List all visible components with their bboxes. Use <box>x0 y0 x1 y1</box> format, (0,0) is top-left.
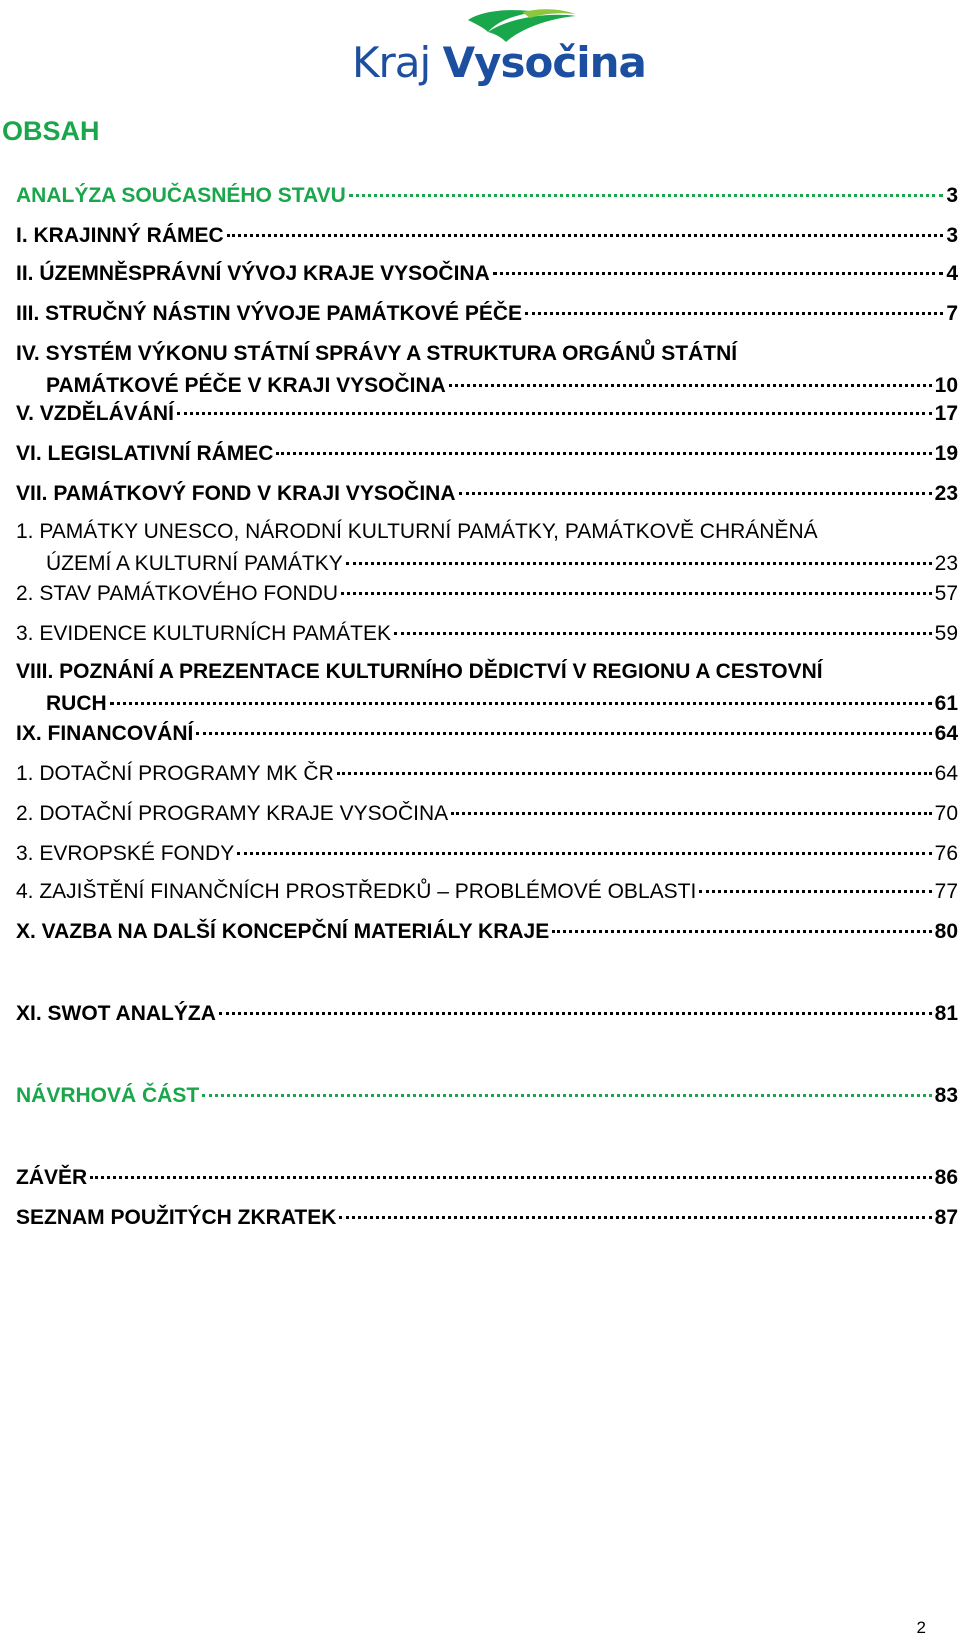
toc-entry-page: 80 <box>934 920 958 943</box>
toc-entry[interactable] <box>16 1164 958 1192</box>
toc-title: OBSAH <box>2 116 100 146</box>
toc-entry-page: 81 <box>934 1002 958 1025</box>
toc-entry[interactable] <box>16 658 958 718</box>
toc-entry[interactable] <box>16 580 958 608</box>
toc-entry[interactable] <box>16 340 958 400</box>
toc-entry[interactable] <box>16 182 958 210</box>
toc-entry-label-cont: ÚZEMÍ A KULTURNÍ PAMÁTKY <box>46 552 343 575</box>
toc-entry-page: 23 <box>934 552 958 575</box>
toc-entry-label: IV. SYSTÉM VÝKONU STÁTNÍ SPRÁVY A STRUKTURA ORGÁNŮ STÁTNÍ <box>16 342 738 365</box>
toc-entry[interactable] <box>16 878 958 906</box>
toc-entry[interactable] <box>16 400 958 428</box>
toc-entry-label: VII. PAMÁTKOVÝ FOND V KRAJI VYSOČINA <box>16 482 456 505</box>
toc-entry-label: I. KRAJINNÝ RÁMEC <box>16 224 224 247</box>
page-number: 2 <box>916 1618 926 1637</box>
toc-entry-label: 2. DOTAČNÍ PROGRAMY KRAJE VYSOČINA <box>16 802 449 825</box>
toc-entry[interactable] <box>16 1082 958 1110</box>
toc-entry[interactable] <box>16 480 958 508</box>
toc-entry[interactable] <box>16 1000 958 1028</box>
toc-entry-label: VIII. POZNÁNÍ A PREZENTACE KULTURNÍHO DĚDICTVÍ V REGIONU A CESTOVNÍ <box>16 660 823 683</box>
toc-entry-label: XI. SWOT ANALÝZA <box>16 1002 216 1025</box>
toc-entry-label: NÁVRHOVÁ ČÁST <box>16 1084 200 1107</box>
toc-entry-label: 2. STAV PAMÁTKOVÉHO FONDU <box>16 582 339 605</box>
toc-entry-page: 3 <box>946 184 958 207</box>
toc-entry-label: X. VAZBA NA DALŠÍ KONCEPČNÍ MATERIÁLY KRAJE <box>16 920 550 943</box>
toc-entry-page: 7 <box>946 302 958 325</box>
toc-entry-page: 77 <box>934 880 958 903</box>
toc-entry-page: 59 <box>934 622 958 645</box>
toc-entry-page: 76 <box>934 842 958 865</box>
toc-entry-label-cont: PAMÁTKOVÉ PÉČE V KRAJI VYSOČINA <box>46 374 446 397</box>
toc-entry-page: 23 <box>934 482 958 505</box>
toc-entry[interactable] <box>16 260 958 288</box>
toc-entry-page: 70 <box>934 802 958 825</box>
toc-entry-page: 17 <box>934 402 958 425</box>
toc-entry-page: 61 <box>934 692 958 715</box>
toc-entry[interactable] <box>16 760 958 788</box>
toc-entry-label: III. STRUČNÝ NÁSTIN VÝVOJE PAMÁTKOVÉ PÉČE <box>16 302 523 325</box>
toc-entry-page: 4 <box>946 262 958 285</box>
toc-entry[interactable] <box>16 918 958 946</box>
toc-entry-page: 10 <box>934 374 958 397</box>
toc-entry[interactable] <box>16 840 958 868</box>
toc-entry[interactable] <box>16 518 958 578</box>
toc-entry-label: IX. FINANCOVÁNÍ <box>16 722 194 745</box>
toc-entry[interactable] <box>16 222 958 250</box>
toc-entry-label: 1. DOTAČNÍ PROGRAMY MK ČR <box>16 762 334 785</box>
toc-entry-page: 87 <box>934 1206 958 1229</box>
toc-entry[interactable] <box>16 800 958 828</box>
toc-entry-page: 3 <box>946 224 958 247</box>
toc-entry-page: 64 <box>934 762 958 785</box>
toc-entry-label: ANALÝZA SOUČASNÉHO STAVU <box>16 184 346 207</box>
toc-entry-page: 86 <box>934 1166 958 1189</box>
toc-entry-label: 3. EVIDENCE KULTURNÍCH PAMÁTEK <box>16 622 391 645</box>
toc-entry-label: 1. PAMÁTKY UNESCO, NÁRODNÍ KULTURNÍ PAMÁTKY, PAMÁTKOVĚ CHRÁNĚNÁ <box>16 520 818 543</box>
toc-entry[interactable] <box>16 300 958 328</box>
toc-entry-label: II. ÚZEMNĚSPRÁVNÍ VÝVOJ KRAJE VYSOČINA <box>16 262 490 285</box>
toc-entry-label: ZÁVĚR <box>16 1166 88 1189</box>
toc-entry-label: SEZNAM POUŽITÝCH ZKRATEK <box>16 1206 337 1229</box>
toc-entry-page: 57 <box>934 582 958 605</box>
toc-entry-page: 19 <box>934 442 958 465</box>
kraj-vysocina-logo <box>348 6 646 94</box>
toc-entry-label: 3. EVROPSKÉ FONDY <box>16 842 235 865</box>
logo-wordmark: Kraj Vysočina <box>352 38 646 87</box>
toc-entry-page: 83 <box>934 1084 958 1107</box>
toc-entry[interactable] <box>16 720 958 748</box>
toc-entry-label: V. VZDĚLÁVÁNÍ <box>16 402 174 425</box>
toc-entry-page: 64 <box>934 722 958 745</box>
toc-entry[interactable] <box>16 620 958 648</box>
toc-entry[interactable] <box>16 1204 958 1232</box>
toc-entry-label-cont: RUCH <box>46 692 107 715</box>
toc-entry[interactable] <box>16 440 958 468</box>
toc-entry-label: 4. ZAJIŠTĚNÍ FINANČNÍCH PROSTŘEDKŮ – PROBLÉMOVÉ OBLASTI <box>16 880 697 903</box>
toc-entry-label: VI. LEGISLATIVNÍ RÁMEC <box>16 442 274 465</box>
